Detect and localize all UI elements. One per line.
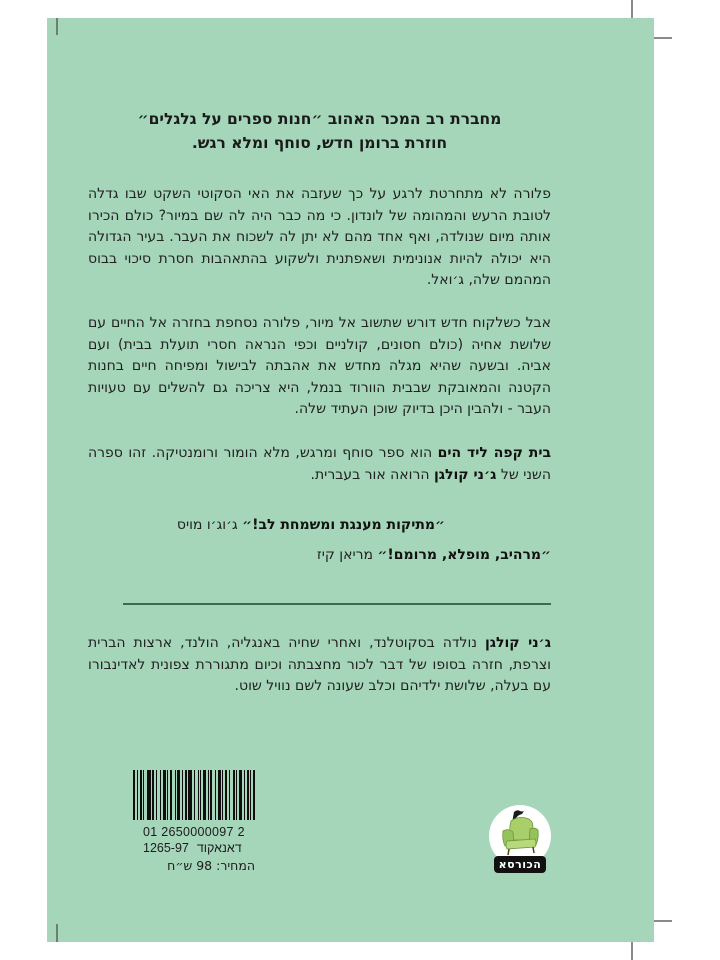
crop-mark-top-right — [631, 0, 633, 20]
author-bio: ג׳ני קולגן נולדה בסקוטלנד, ואחרי שחיה באנגליה, הולנד, ארצות הברית וצרפת, חזרה בסופו של דבר לכור מחצבתה וכיום מתגוררת צפונית לאדינבורו עם בעלה, שלושת ילדיהם וכלב שעונה לשם נוויל שוט. — [88, 635, 552, 694]
blurb-paragraph-1: פלורה לא מתחרטת לרגע על כך שעזבה את האי הסקוטי השקט שבו גדלה לטובת הרעש והמהומה של לונדון. כי מה כבר היה לה שם במיור? כולם הכירו אותה מיום שנולדה, ואף אחד מהם לא יתן לה לשכוח את העבר. בעיר הגדולה היא יכולה להיות אנונימית ושאפתנית ולשקוע בהתאהבות חסרת סיכוי בבוס המהמם שלה, ג׳ואל. — [88, 186, 551, 288]
publisher-name: הכורסא — [494, 856, 546, 873]
blurb-paragraph-2: אבל כשלקוח חדש דורש שתשוב אל מיור, פלורה נסחפת בחזרה אל החיים עם שלושת אחיה (כולם חסונים, קולניים וכפי הנראה חסרי תועלת בבית) ועם אביה. ובשעה שהיא מגלה מחדש את אהבתה לבישול ומפיחה חיים בחנות הקטנה והמאובקת שבבית הוורוד בנמל, היא צריכה גם להשלים עם טעויות העבר - ולהבין היכן בדיוק שוכן העתיד שלה. — [88, 315, 551, 417]
crop-mark-bottom-right — [631, 940, 633, 960]
author-name: ג׳ני קולגן — [433, 466, 497, 483]
quote-source: מריאן קיז — [316, 547, 378, 563]
blurb-paragraph-3: בית קפה ליד הים הוא ספר סוחף ומרגש, מלא הומור ורומנטיקה. זהו ספרה השני של ג׳ני קולגן הרואה אור בעברית. — [88, 445, 552, 483]
author-name: ג׳ני קולגן — [484, 635, 552, 651]
catalog-code: 1265-97 דאנאקוד — [143, 841, 242, 855]
fold-tick-top — [56, 18, 58, 35]
headline — [88, 107, 551, 155]
quote-source: ג׳וג׳ו מויס — [176, 517, 243, 533]
barcode-number: 01 2650000097 2 — [143, 825, 245, 839]
headline-line-2: חוזרת ברומן חדש, סוחף ומלא רגש. — [191, 134, 448, 152]
section-divider — [123, 603, 551, 605]
barcode — [133, 770, 255, 820]
publisher-logo — [487, 803, 553, 875]
fold-tick-bottom — [56, 924, 58, 942]
crop-mark-right-top — [653, 37, 672, 39]
headline-line-1: מחברת רב המכר האהוב ״חנות ספרים על גלגלים״ — [137, 110, 502, 128]
review-quote-1: ״מתיקות מענגת ומשמחת לב!״ ג׳וג׳ו מויס — [176, 517, 445, 533]
review-quote-2: ״מרהיב, מופלא, מרומם!״ מריאן קיז — [316, 547, 551, 563]
armchair-icon — [497, 809, 543, 857]
price: המחיר: 98 ש״ח — [167, 858, 255, 873]
crop-mark-right-bottom — [653, 920, 672, 922]
book-title: בית קפה ליד הים — [437, 445, 552, 461]
